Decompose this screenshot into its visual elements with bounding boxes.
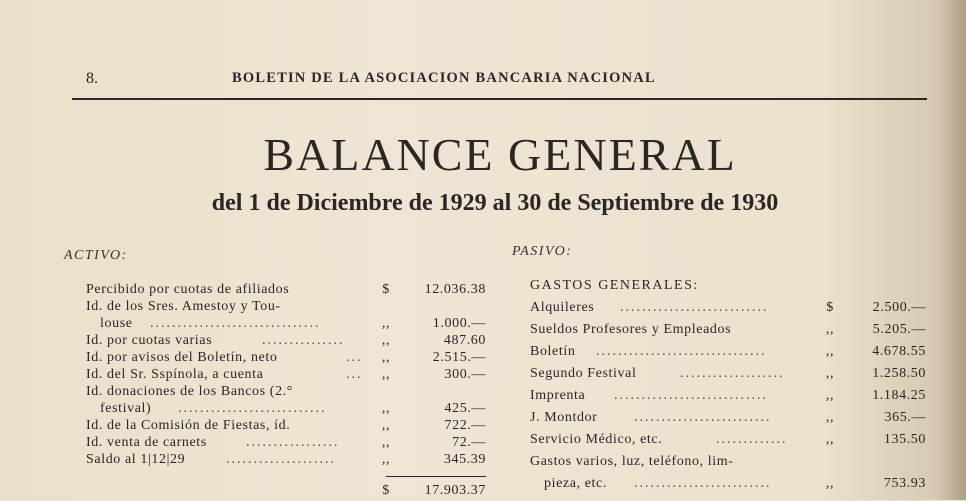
document-subtitle: del 1 de Diciembre de 1929 al 30 de Septiembre de 1930 <box>211 190 779 216</box>
ledger-amount: 487.60 <box>443 333 486 348</box>
ledger-amount: 300.— <box>444 367 486 382</box>
currency-mark: $ <box>382 483 390 498</box>
currency-mark: $ <box>382 282 390 297</box>
leader-dots: ........................... <box>178 401 327 416</box>
gastos-generales-heading: GASTOS GENERALES: <box>530 278 699 293</box>
ledger-amount: 753.93 <box>883 476 926 491</box>
activo-ledger <box>86 282 486 500</box>
ledger-label: louse <box>100 316 133 331</box>
ledger-amount: 12.036.38 <box>424 282 486 297</box>
ledger-label: Id. donaciones de los Bancos (2.° <box>86 384 293 399</box>
ledger-label: festival) <box>100 401 152 416</box>
page-header <box>72 66 927 96</box>
ledger-label: Imprenta <box>530 388 586 403</box>
leader-dots: ............. <box>716 432 788 447</box>
ledger-label: Segundo Festival <box>530 366 637 381</box>
ledger-label: J. Montdor <box>530 410 598 425</box>
currency-mark: ,, <box>381 333 391 348</box>
ledger-label: Id. por cuotas varias <box>86 333 213 348</box>
total-amount: 17.903.37 <box>424 483 486 498</box>
ledger-amount: 1.258.50 <box>872 366 926 381</box>
ledger-amount: 1.184.25 <box>872 388 926 403</box>
currency-mark: ,, <box>825 388 835 403</box>
currency-mark: $ <box>826 300 834 315</box>
leader-dots: .................... <box>226 452 336 467</box>
ledger-label: Saldo al 1|12|29 <box>86 452 186 467</box>
currency-mark: ,, <box>381 452 391 467</box>
ledger-label: Id. de la Comisión de Fiestas, íd. <box>86 418 291 433</box>
total-rule <box>386 476 486 477</box>
ledger-amount: 425.— <box>444 401 486 416</box>
ledger-amount: 4.678.55 <box>872 344 926 359</box>
currency-mark: ,, <box>381 435 391 450</box>
currency-mark: ,, <box>381 418 391 433</box>
leader-dots: ............... <box>262 333 345 348</box>
pasivo-heading: PASIVO: <box>512 244 573 259</box>
leader-dots: ................. <box>246 435 340 450</box>
ledger-amount: 1.000.— <box>432 316 486 331</box>
leader-dots: ... <box>346 350 363 365</box>
ledger-amount: 72.— <box>452 435 486 450</box>
ledger-label: Id. de los Sres. Amestoy y Tou- <box>86 299 281 314</box>
currency-mark: ,, <box>381 367 391 382</box>
currency-mark: ,, <box>825 322 835 337</box>
ledger-label: Sueldos Profesores y Empleados <box>530 322 732 337</box>
header-rule <box>72 98 927 100</box>
leader-dots: ......................... <box>634 476 772 491</box>
binding-gutter-shadow <box>938 0 966 500</box>
leader-dots: ............................ <box>614 388 768 403</box>
document-title: BALANCE GENERAL <box>263 129 737 180</box>
ledger-label: pieza, etc. <box>544 476 607 491</box>
ledger-label: Alquileres <box>530 300 595 315</box>
pasivo-ledger <box>530 278 930 500</box>
currency-mark: ,, <box>381 316 391 331</box>
ledger-label: Id. del Sr. Sspínola, a cuenta <box>86 367 264 382</box>
ledger-amount: 135.50 <box>883 432 926 447</box>
ledger-label: Percibido por cuotas de afiliados <box>86 282 290 297</box>
ledger-amount: 722.— <box>444 418 486 433</box>
running-title: BOLETIN DE LA ASOCIACION BANCARIA NACIONAL <box>232 70 656 86</box>
ledger-amount: 2.500.— <box>872 300 926 315</box>
currency-mark: ,, <box>825 432 835 447</box>
leader-dots: ............................... <box>596 344 767 359</box>
ledger-label: Gastos varios, luz, teléfono, lim- <box>530 454 734 469</box>
ledger-amount: 365.— <box>884 410 926 425</box>
page-number: 8. <box>86 70 98 87</box>
ledger-amount: 345.39 <box>443 452 486 467</box>
currency-mark: ,, <box>381 401 391 416</box>
activo-heading: ACTIVO: <box>64 248 128 263</box>
currency-mark: ,, <box>381 350 391 365</box>
ledger-label: Boletín <box>530 344 576 359</box>
ledger-amount: 5.205.— <box>872 322 926 337</box>
ledger-label: Servicio Médico, etc. <box>530 432 663 447</box>
currency-mark: ,, <box>825 344 835 359</box>
currency-mark: ,, <box>825 410 835 425</box>
currency-mark: ,, <box>825 476 835 491</box>
ledger-label: Id. venta de carnets <box>86 435 207 450</box>
leader-dots: ......................... <box>634 410 772 425</box>
leader-dots: ............................... <box>150 316 321 331</box>
leader-dots: ........................... <box>620 300 769 315</box>
currency-mark: ,, <box>825 366 835 381</box>
leader-dots: ................... <box>680 366 785 381</box>
leader-dots: ... <box>346 367 363 382</box>
ledger-amount: 2.515.— <box>432 350 486 365</box>
ledger-label: Id. por avisos del Boletín, neto <box>86 350 278 365</box>
